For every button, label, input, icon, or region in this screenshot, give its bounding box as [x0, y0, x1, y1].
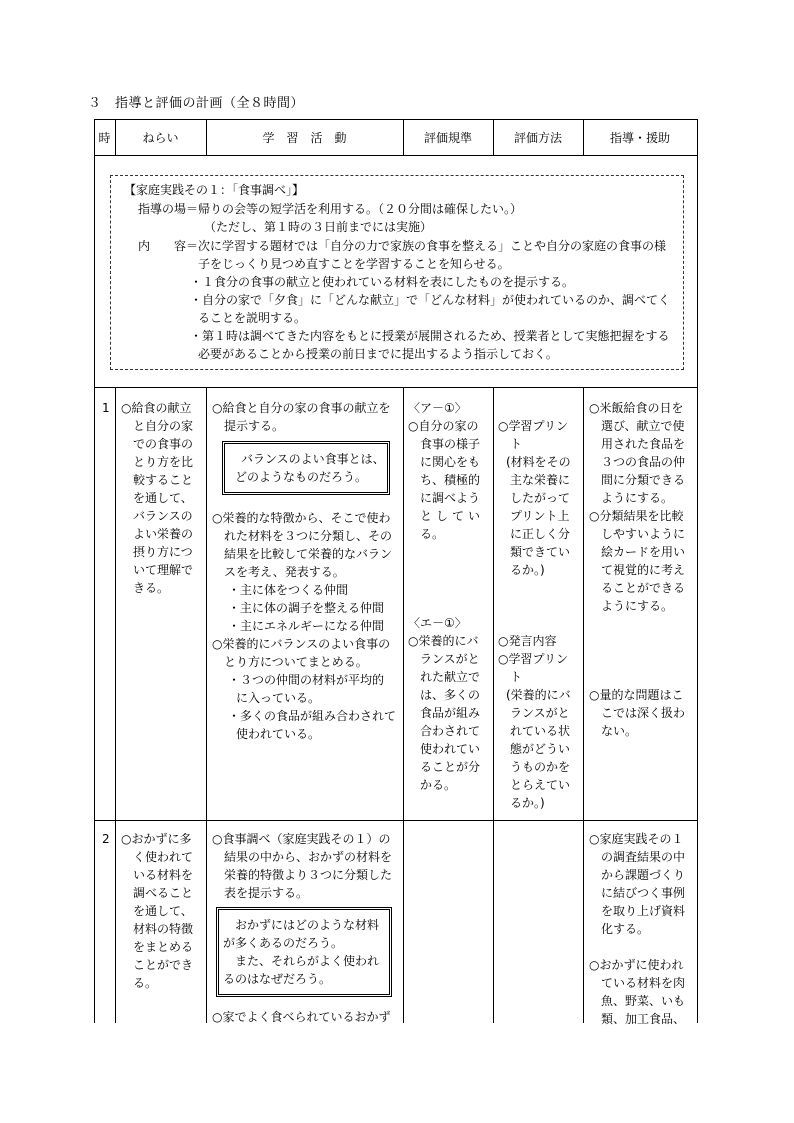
support-line: 絵カードを用い	[601, 545, 686, 559]
table-right-border	[697, 119, 698, 1023]
aim-line: る。	[133, 976, 158, 990]
preface-heading: 【家庭実践その１：「食事調べ」】	[124, 183, 305, 197]
support-line: の調査結果の中	[601, 850, 686, 864]
aim-line: をまとめる	[133, 940, 194, 954]
aim-line: バランスの	[133, 509, 193, 523]
support-line: を取り上げ資料	[601, 904, 686, 918]
criteria-line: は、多くの	[420, 688, 481, 702]
method-line: ト	[510, 437, 523, 451]
criteria-line: ○栄養的にバ	[408, 634, 479, 648]
activity-line: ・主に体の調子を整える仲間	[228, 601, 385, 615]
aim-cell	[121, 399, 193, 597]
support-line: ている材料を肉	[601, 976, 686, 990]
question-line: おかずにはどのような材料	[235, 918, 380, 932]
support-cell	[589, 830, 685, 938]
preface-divider	[94, 387, 698, 388]
activity-line: ・主にエネルギーになる仲間	[228, 619, 385, 633]
activity-line: 結果を比較して栄養的なバラン	[224, 547, 393, 561]
support-line: て視覚的に考え	[601, 563, 686, 577]
criteria-line: 合わされて	[420, 724, 481, 738]
support-line: しやすいように	[601, 527, 686, 541]
aim-line: ○おかずに多	[121, 832, 192, 846]
method-cell	[498, 632, 571, 812]
support-line: ようにする。	[601, 491, 674, 505]
header-method: 評価方法	[513, 130, 562, 145]
question-line: バランスのよい食事とは、	[241, 452, 385, 466]
criteria-line: としてい	[420, 509, 485, 523]
aim-line: よい栄養の	[133, 527, 194, 541]
col-sep	[206, 387, 207, 1023]
criteria-line: に調べよう	[420, 491, 481, 505]
method-line: プリント上	[510, 509, 570, 523]
activity-line: ・主に体をつくる仲間	[228, 583, 349, 597]
row-number: 2	[102, 832, 110, 846]
aim-line: での食事の	[133, 437, 194, 451]
lesson-question-box	[222, 441, 390, 495]
method-line: るか。)	[510, 563, 545, 577]
activity-line: スを考え、発表する。	[224, 565, 345, 579]
col-sep	[583, 387, 584, 1023]
aim-line: を通して、	[133, 491, 193, 505]
aim-cell	[121, 830, 193, 992]
preface-line: 子をじっくり見つめ直すことを学習することを知らせる。	[198, 257, 510, 271]
method-line: うものかを	[510, 760, 571, 774]
criteria-line: ることが分	[420, 760, 481, 774]
criteria-line: ち、積極的	[420, 473, 481, 487]
aim-line: 調べること	[133, 886, 194, 900]
preface-line: （ただし、第１時の３日前までには実施）	[204, 220, 433, 234]
criteria-line: 使われてい	[420, 742, 481, 756]
method-line: 態がどうい	[510, 742, 571, 756]
support-line: 魚、野菜、いも	[601, 994, 686, 1008]
activity-line: ○給食と自分の家の食事の献立を	[212, 401, 391, 415]
activity-line: ○栄養的にバランスのよい食事の	[212, 637, 391, 651]
method-line: 類できてい	[510, 545, 571, 559]
header-hour: 時	[98, 130, 111, 145]
activity-line: ○栄養的な特徴から、そこで使わ	[212, 511, 391, 525]
aim-line: ことができ	[133, 958, 194, 972]
method-line: したがって	[510, 491, 571, 505]
support-line: 類、加工食品、	[601, 1012, 686, 1026]
activity-line: ・３つの仲間の材料が平均的	[228, 673, 385, 687]
aim-line: 摂り方につ	[133, 545, 193, 559]
criteria-line: ランスがと	[420, 652, 480, 666]
activity-line: 提示する。	[224, 419, 285, 433]
activity-line: ○家でよく食べられているおかず	[212, 1010, 391, 1024]
support-line: に結びつく事例	[601, 886, 686, 900]
criteria-cell	[408, 614, 480, 794]
criteria-line: ○自分の家の	[408, 419, 479, 433]
header-activity: 学 習 活 動	[262, 130, 347, 145]
preface-line: ・第１時は調べてきた内容をもとに授業が展開されるため、授業者として実態把握をする	[190, 329, 670, 343]
preface-line: 必要があることから授業の前日までに提出するよう指示しておく。	[198, 347, 558, 361]
col-sep	[115, 387, 116, 1023]
col-sep	[403, 387, 404, 1023]
preface-line: 指導の場＝帰りの会等の短学活を利用する。（２０分間は確保したい。）	[138, 202, 523, 216]
aim-line: く使われて	[133, 850, 194, 864]
method-cell	[498, 417, 571, 579]
question-line: が多くあるのだろう。	[223, 936, 344, 950]
criteria-line: れた献立で	[420, 670, 481, 684]
activity-line: に入っている。	[236, 691, 321, 705]
row-number: 1	[102, 401, 110, 415]
support-line: 間に分類できる	[601, 473, 686, 487]
method-line: ○発言内容	[498, 634, 557, 648]
preface-line: 内 容＝次に学習する題材では「自分の力で家族の食事を整える」ことや自分の家庭の食事の様	[138, 239, 667, 253]
aim-line: きる。	[133, 581, 170, 595]
method-line: るか。)	[510, 796, 545, 810]
criteria-line: 〈エ－①〉	[408, 616, 467, 630]
activity-cell	[212, 1008, 390, 1026]
activity-line: ○食事調べ（家庭実践その１）の	[212, 832, 391, 846]
aim-line: と自分の家	[133, 419, 194, 433]
activity-cell	[212, 509, 396, 743]
support-line: ○量的な問題はこ	[589, 688, 684, 702]
method-line: ト	[510, 670, 523, 684]
preface-line: ・自分の家で「夕食」に「どんな献立」で「どんな材料」が使われているのか、調べてく	[190, 293, 671, 307]
method-line: ランスがと	[510, 706, 570, 720]
support-line: ○家庭実践その１	[589, 832, 684, 846]
support-line: ○おかずに使われ	[589, 958, 684, 972]
method-line: ○学習プリン	[498, 419, 568, 433]
support-line: ３つの食品の仲	[601, 455, 686, 469]
aim-line: を通して、	[133, 904, 193, 918]
aim-line: いて理解で	[133, 563, 194, 577]
criteria-line: 〈ア－①〉	[408, 401, 467, 415]
aim-line: ○給食の献立	[121, 401, 192, 415]
col-sep	[493, 387, 494, 1023]
criteria-line: る。	[420, 527, 445, 541]
section-title: ３ 指導と評価の計画（全８時間）	[88, 96, 305, 111]
question-line: どのようなものだろう。	[235, 470, 368, 484]
header-divider	[94, 155, 698, 156]
criteria-cell	[408, 399, 484, 543]
table-left-border	[94, 119, 95, 1023]
method-line: れている状	[510, 724, 571, 738]
support-cell	[589, 956, 685, 1028]
method-line: ○学習プリン	[498, 652, 568, 666]
method-line: 主な栄養に	[510, 473, 571, 487]
activity-line: 使われている。	[236, 727, 321, 741]
criteria-line: かる。	[420, 778, 457, 792]
support-cell	[589, 686, 685, 740]
header-support: 指導・援助	[609, 130, 670, 145]
criteria-line: 食事の様子	[420, 437, 481, 451]
aim-line: とり方を比	[133, 455, 194, 469]
support-line: 選び、献立で使	[601, 419, 685, 433]
support-line: ○米飯給食の日を	[589, 401, 684, 415]
support-line: 用された食品を	[601, 437, 686, 451]
activity-line: 栄養的特徴より３つに分類した	[224, 868, 393, 882]
aim-line: 材料の特徴	[133, 922, 194, 936]
support-line: ようにする。	[601, 599, 674, 613]
activity-line: れた材料を３つに分類し、その	[224, 529, 393, 543]
support-line: ない。	[601, 724, 638, 738]
activity-cell	[212, 399, 390, 435]
question-line: るのはなぜだろう。	[223, 972, 332, 986]
aim-line: 較すること	[133, 473, 194, 487]
row-divider	[94, 820, 698, 821]
preface-line: ・１食分の食事の献立と使われている材料を表にしたものを提示する。	[190, 275, 575, 289]
support-line: ることができる	[601, 581, 686, 595]
support-cell	[589, 399, 685, 615]
header-criteria: 評価規準	[423, 130, 472, 145]
aim-line: いる材料を	[133, 868, 194, 882]
support-line: ○分類結果を比較	[589, 509, 684, 523]
method-line: (栄養的にバ	[506, 688, 571, 702]
method-line: (材料をその	[506, 455, 571, 469]
lesson-question-box	[216, 907, 392, 997]
criteria-line: に関心をも	[420, 455, 481, 469]
header-aim: ねらい	[142, 130, 179, 145]
activity-line: 結果の中から、おかずの材料を	[224, 850, 393, 864]
activity-line: ・多くの食品が組み合わされて	[228, 709, 397, 723]
support-line: から課題づくり	[601, 868, 686, 882]
criteria-line: 食品が組み	[420, 706, 481, 720]
preface-line: ることを説明する。	[198, 311, 307, 325]
support-line: 化する。	[601, 922, 650, 936]
method-line: に正しく分	[510, 527, 571, 541]
method-line: とらえてい	[510, 778, 571, 792]
activity-cell	[212, 830, 392, 902]
support-line: こでは深く扱わ	[601, 706, 686, 720]
activity-line: 表を提示する。	[224, 886, 309, 900]
question-line: また、それらがよく使われ	[235, 954, 380, 968]
activity-line: とり方についてまとめる。	[224, 655, 368, 669]
